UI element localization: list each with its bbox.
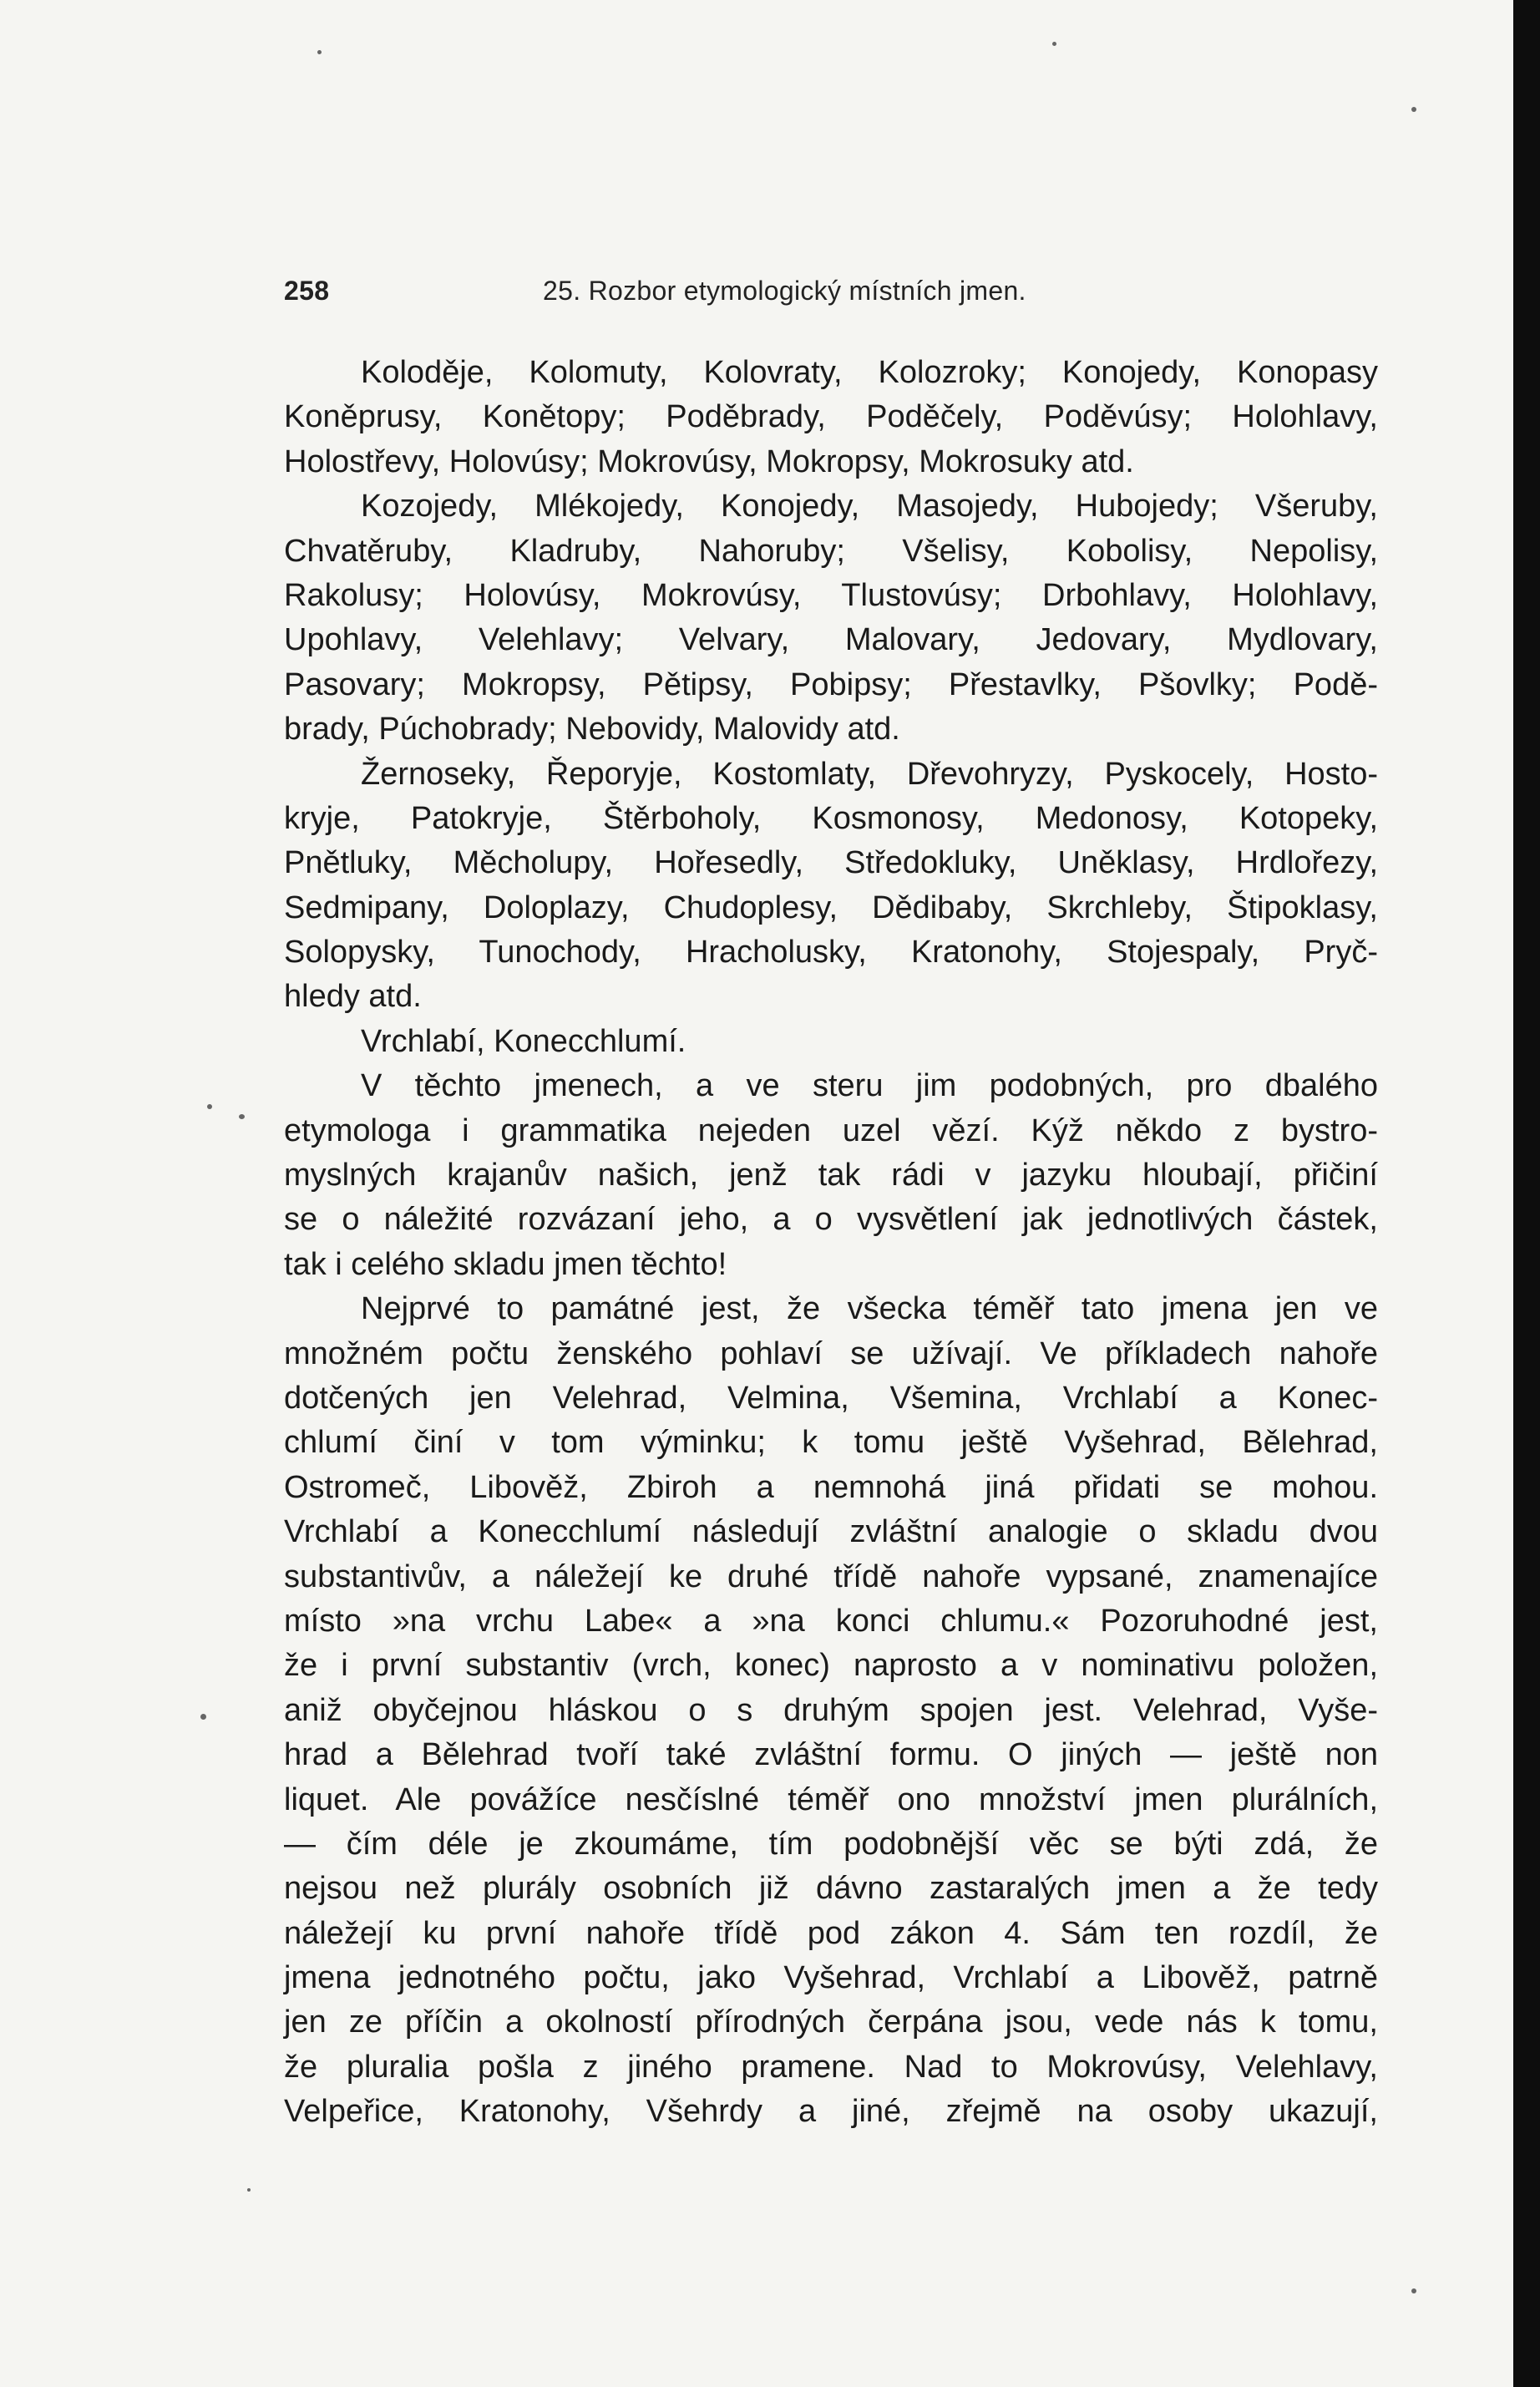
text-line: nejsou než plurály osobních již dávno zastaralých jmen a že tedy — [284, 1871, 1378, 1907]
text-line: V těchto jmenech, a ve steru jim podobných, pro dbalého — [361, 1068, 1378, 1104]
scan-speck — [1411, 107, 1416, 112]
text-line: Chvatěruby, Kladruby, Nahoruby; Všelisy, Kobolisy, Nepolisy, — [284, 533, 1378, 569]
text-line: — čím déle je zkoumáme, tím podobnější věc se býti zdá, že — [284, 1826, 1378, 1862]
text-line: Holostřevy, Holovúsy; Mokrovúsy, Mokropsy, Mokrosuky atd. — [284, 443, 1134, 479]
text-line: Kozojedy, Mlékojedy, Konojedy, Masojedy, Hubojedy; Všeruby, — [361, 489, 1378, 525]
text-line: množném počtu ženského pohlaví se užívají. Ve příkladech nahoře — [284, 1335, 1378, 1371]
text-line: Sedmipany, Doloplazy, Chudoplesy, Dědibaby, Skrchleby, Štipoklasy, — [284, 889, 1378, 925]
text-line: substantivův, a náležejí ke druhé třídě nahoře vypsané, znamenajíce — [284, 1558, 1378, 1594]
text-line: hrad a Bělehrad tvoří také zvláštní formu. O jiných — ještě non — [284, 1737, 1378, 1773]
text-line: Vrchlabí a Konecchlumí následují zvláštní analogie o skladu dvou — [284, 1514, 1378, 1550]
text-line: Pasovary; Mokropsy, Pětipsy, Pobipsy; Přestavlky, Pšovlky; Podě- — [284, 666, 1378, 702]
text-line: že pluralia pošla z jiného pramene. Nad to Mokrovúsy, Velehlavy, — [284, 2049, 1378, 2085]
text-line: Nejprvé to památné jest, že všecka téměř tato jmena jen ve — [361, 1291, 1378, 1327]
scan-speck — [200, 1714, 206, 1720]
text-line: etymologa i grammatika nejeden uzel vězí. Kýž někdo z bystro- — [284, 1112, 1378, 1148]
text-line: myslných krajanův našich, jenž tak rádi v jazyku hloubají, přičiní — [284, 1158, 1378, 1194]
text-line: Upohlavy, Velehlavy; Velvary, Malovary, Jedovary, Mydlovary, — [284, 622, 1378, 658]
page-number: 258 — [284, 276, 330, 306]
running-title: 25. Rozbor etymologický místních jmen. — [543, 276, 1026, 306]
text-line: kryje, Patokryje, Štěrboholy, Kosmonosy, Medonosy, Kotopeky, — [284, 800, 1378, 836]
text-line: brady, Púchobrady; Nebovidy, Malovidy atd. — [284, 712, 900, 748]
text-line: hledy atd. — [284, 979, 422, 1015]
scan-speck — [317, 50, 322, 54]
text-line: že i první substantiv (vrch, konec) naprosto a v nominativu položen, — [284, 1648, 1378, 1684]
text-line: Ostromeč, Libověž, Zbiroh a nemnohá jiná přidati se mohou. — [284, 1469, 1378, 1505]
scan-speck — [1052, 42, 1056, 46]
scan-speck — [247, 2188, 251, 2192]
text-line: Rakolusy; Holovúsy, Mokrovúsy, Tlustovúsy; Drbohlavy, Holohlavy, — [284, 577, 1378, 613]
text-line: Vrchlabí, Konecchlumí. — [361, 1023, 686, 1059]
scan-speck — [1411, 2288, 1416, 2293]
text-line: dotčených jen Velehrad, Velmina, Všemina, Vrchlabí a Konec- — [284, 1380, 1378, 1416]
text-line: náležejí ku první nahoře třídě pod zákon 4. Sám ten rozdíl, že — [284, 1915, 1378, 1951]
text-line: tak i celého skladu jmen těchto! — [284, 1246, 727, 1282]
running-header — [284, 276, 1378, 316]
text-line: Velpeřice, Kratonohy, Všehrdy a jiné, zřejmě na osoby ukazují, — [284, 2094, 1378, 2130]
text-line: Žernoseky, Řeporyje, Kostomlaty, Dřevohryzy, Pyskocely, Hosto- — [361, 756, 1378, 792]
body-text — [284, 351, 1378, 2135]
text-line: chlumí činí v tom výminku; k tomu ještě Vyšehrad, Bělehrad, — [284, 1425, 1378, 1461]
text-line: se o náležité rozvázaní jeho, a o vysvětlení jak jednotlivých částek, — [284, 1202, 1378, 1238]
text-line: Koněprusy, Konětopy; Poděbrady, Poděčely, Poděvúsy; Holohlavy, — [284, 399, 1378, 435]
text-line: Pnětluky, Měcholupy, Hořesedly, Středokluky, Uněklasy, Hrdlořezy, — [284, 845, 1378, 881]
text-line: liquet. Ale povážíce nesčíslné téměř ono množství jmen plurálních, — [284, 1781, 1378, 1817]
text-line: jen ze příčin a okolností přírodných čerpána jsou, vede nás k tomu, — [284, 2004, 1378, 2040]
scan-speck — [239, 1114, 245, 1119]
text-line: Koloděje, Kolomuty, Kolovraty, Kolozroky; Konojedy, Konopasy — [361, 355, 1378, 390]
scan-border — [1513, 0, 1540, 2387]
text-line: jmena jednotného počtu, jako Vyšehrad, Vrchlabí a Libověž, patrně — [284, 1960, 1378, 1996]
text-line: Solopysky, Tunochody, Hracholusky, Kratonohy, Stojespaly, Pryč- — [284, 935, 1378, 971]
text-line: aniž obyčejnou hláskou o s druhým spojen jest. Velehrad, Vyše- — [284, 1692, 1378, 1728]
scan-speck — [207, 1104, 212, 1109]
text-line: místo »na vrchu Labe« a »na konci chlumu.« Pozoruhodné jest, — [284, 1603, 1378, 1639]
